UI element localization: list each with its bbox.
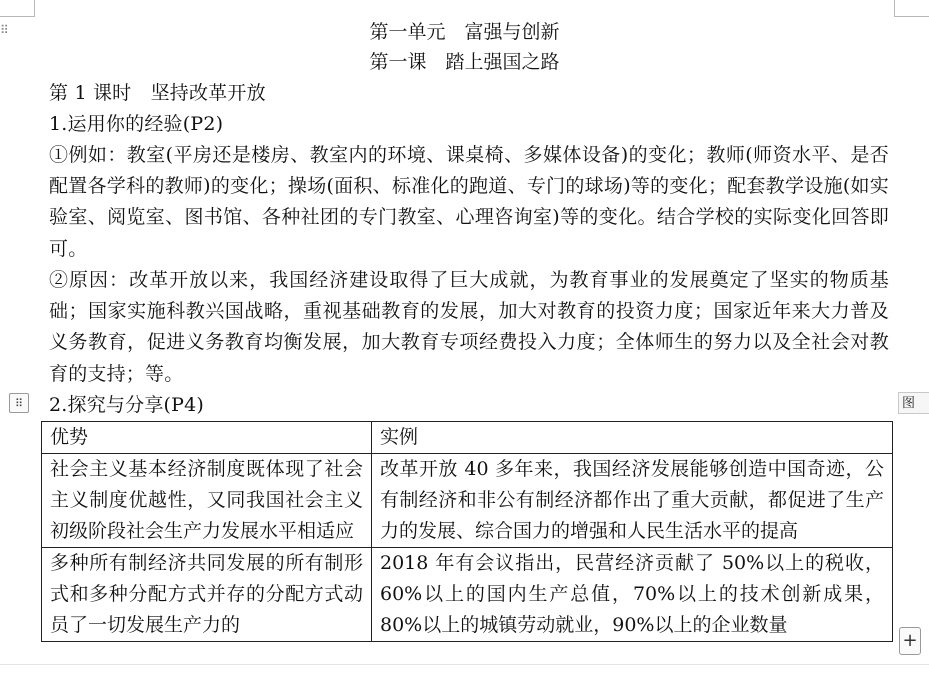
table-move-handle-icon[interactable]: ⠿: [9, 393, 29, 413]
lesson-title: 第一课 踏上强国之路: [369, 51, 560, 73]
table-header-row: [42, 422, 893, 454]
comparison-table: [41, 421, 893, 642]
table-row: [42, 548, 893, 642]
page-corner-mark-left: [0, 0, 35, 17]
question-1: 1.运用你的经验(P2): [49, 113, 224, 135]
table-cell-advantage[interactable]: 多种所有制经济共同发展的所有制形式和多种分配方式并存的分配方式动员了一切发展生产力的: [42, 548, 372, 642]
table-cell-advantage[interactable]: 社会主义基本经济制度既体现了社会主义制度优越性，又同我国社会主义初级阶段社会生产力发展水平相适应: [42, 454, 372, 548]
add-row-button[interactable]: +: [899, 627, 921, 655]
header-advantage[interactable]: 优势: [42, 422, 372, 454]
drag-handle-icon[interactable]: ⠿: [0, 23, 9, 37]
table-cell-example[interactable]: 2018 年有会议指出，民营经济贡献了 50%以上的税收，60%以上的国内生产总值，70%以上的技术创新成果，80%以上的城镇劳动就业，90%以上的企业数量: [372, 548, 893, 642]
answer-1-example: ①例如：教室(平房还是楼房、教室内的环境、课桌椅、多媒体设备)的变化；教师(师资水平、是否配置各学科的教师)的变化；操场(面积、标准化的跑道、专门的球场)等的变化；配套教学设施(如实验室、阅览室、图书馆、各种社团的专门教室、心理咨询室)等的变化。结合学校的实际变化回答即可。: [49, 144, 889, 260]
header-example[interactable]: 实例: [372, 422, 893, 454]
side-tool-icon: 图: [902, 396, 916, 411]
side-tool-button[interactable]: [898, 392, 929, 414]
table-row: [42, 454, 893, 548]
unit-title: 第一单元 富强与创新: [369, 21, 560, 43]
answer-1-reason: ②原因：改革开放以来，我国经济建设取得了巨大成就，为教育事业的发展奠定了坚实的物质基础；国家实施科教兴国战略，重视基础教育的发展，加大对教育的投资力度；国家近年来大力普及义务教育，促进义务教育均衡发展，加大教育专项经费投入力度；全体师生的努力以及全社会对教育的支持；等。: [49, 269, 889, 385]
page-corner-mark-right: [894, 0, 929, 17]
question-2: 2.探究与分享(P4): [49, 394, 205, 416]
table-cell-example[interactable]: 改革开放 40 多年来，我国经济发展能够创造中国奇迹，公有制经济和非公有制经济都作出了重大贡献，都促进了生产力的发展、综合国力的增强和人民生活水平的提高: [372, 454, 893, 548]
session-title: 第 1 课时 坚持改革开放: [49, 82, 266, 104]
